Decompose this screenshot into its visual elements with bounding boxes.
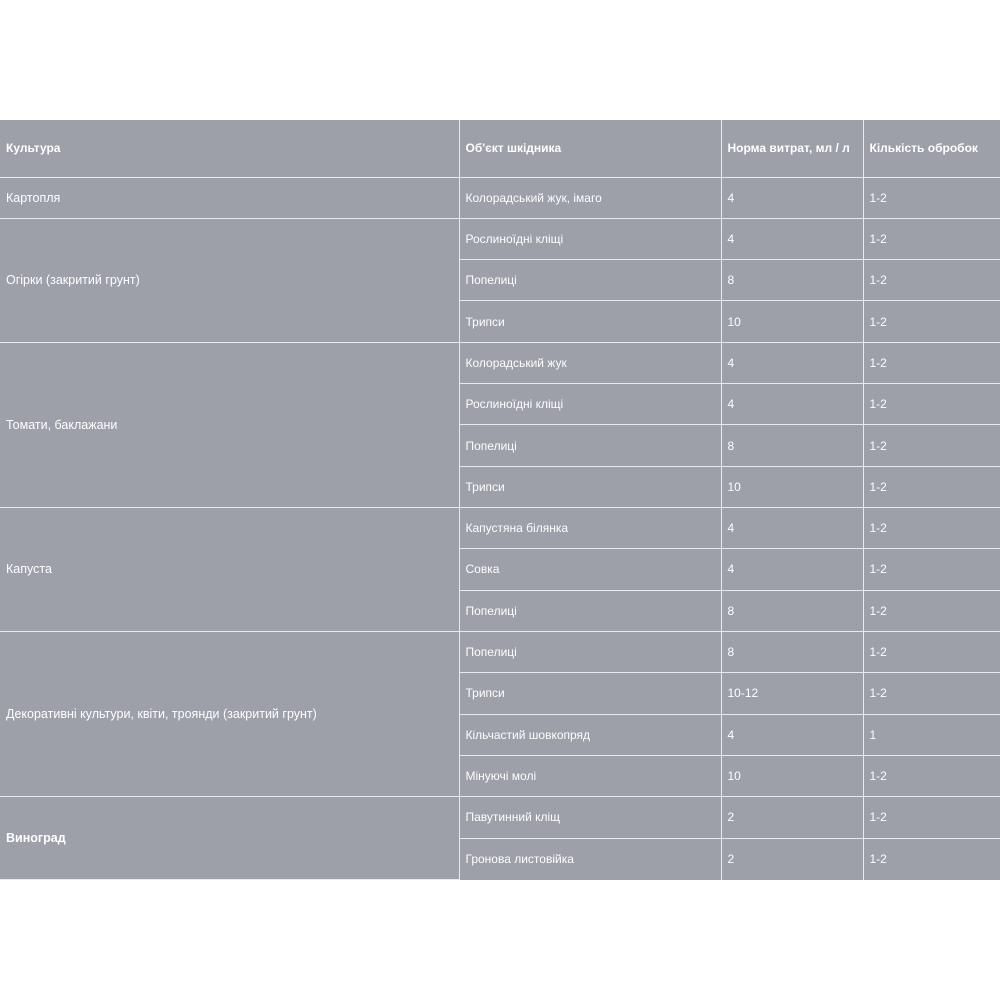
rate-cell: 4 [721,549,863,590]
table-header-row [0,120,1000,177]
rate-cell: 4 [721,177,863,218]
count-cell: 1-2 [863,631,1000,672]
culture-cell: Томати, баклажани [0,342,459,507]
rate-cell: 8 [721,631,863,672]
rate-cell: 4 [721,508,863,549]
count-cell: 1-2 [863,301,1000,342]
culture-cell: Огірки (закритий грунт) [0,218,459,342]
count-cell: 1-2 [863,755,1000,796]
rate-cell: 10 [721,755,863,796]
pest-cell: Попелиці [459,260,721,301]
count-cell: 1-2 [863,342,1000,383]
header-rate: Норма витрат, мл / л [721,120,863,177]
header-pest: Об'єкт шкідника [459,120,721,177]
count-cell: 1-2 [863,838,1000,880]
count-cell: 1-2 [863,549,1000,590]
pest-cell: Трипси [459,301,721,342]
rate-cell: 4 [721,342,863,383]
count-cell: 1-2 [863,466,1000,507]
pest-treatment-table [0,120,1000,880]
header-count: Кількість обробок [863,120,1000,177]
rate-cell: 4 [721,714,863,755]
table-row [0,631,1000,672]
rate-cell: 8 [721,260,863,301]
rate-cell: 8 [721,590,863,631]
count-cell: 1-2 [863,218,1000,259]
pest-cell: Трипси [459,466,721,507]
count-cell: 1-2 [863,177,1000,218]
pest-cell: Кільчастий шовкопряд [459,714,721,755]
count-cell: 1-2 [863,260,1000,301]
pest-cell: Павутинний кліщ [459,797,721,838]
rate-cell: 10 [721,466,863,507]
rate-cell: 2 [721,838,863,880]
rate-cell: 4 [721,384,863,425]
count-cell: 1-2 [863,425,1000,466]
table-body [0,177,1000,880]
pest-cell: Попелиці [459,590,721,631]
count-cell: 1-2 [863,508,1000,549]
table-row [0,177,1000,218]
culture-cell: Капуста [0,508,459,632]
table-row [0,797,1000,838]
count-cell: 1 [863,714,1000,755]
pest-cell: Совка [459,549,721,590]
count-cell: 1-2 [863,673,1000,714]
pest-cell: Мінуючі молі [459,755,721,796]
culture-cell: Картопля [0,177,459,218]
table-row [0,508,1000,549]
pest-cell: Рослиноїдні кліщі [459,218,721,259]
rate-cell: 8 [721,425,863,466]
rate-cell: 4 [721,218,863,259]
pest-cell: Капустяна білянка [459,508,721,549]
count-cell: 1-2 [863,797,1000,838]
pest-cell: Колорадський жук, імаго [459,177,721,218]
rate-cell: 2 [721,797,863,838]
header-culture: Культура [0,120,459,177]
rate-cell: 10 [721,301,863,342]
pest-cell: Попелиці [459,425,721,466]
pest-cell: Колорадський жук [459,342,721,383]
culture-cell: Декоративні культури, квіти, троянди (закритий грунт) [0,631,459,796]
culture-cell: Виноград [0,797,459,880]
pest-cell: Гронова листовійка [459,838,721,880]
pest-cell: Попелиці [459,631,721,672]
table-row [0,342,1000,383]
rate-cell: 10-12 [721,673,863,714]
table-row [0,218,1000,259]
count-cell: 1-2 [863,384,1000,425]
count-cell: 1-2 [863,590,1000,631]
pest-treatment-table-container [0,120,1000,880]
pest-cell: Рослиноїдні кліщі [459,384,721,425]
pest-cell: Трипси [459,673,721,714]
